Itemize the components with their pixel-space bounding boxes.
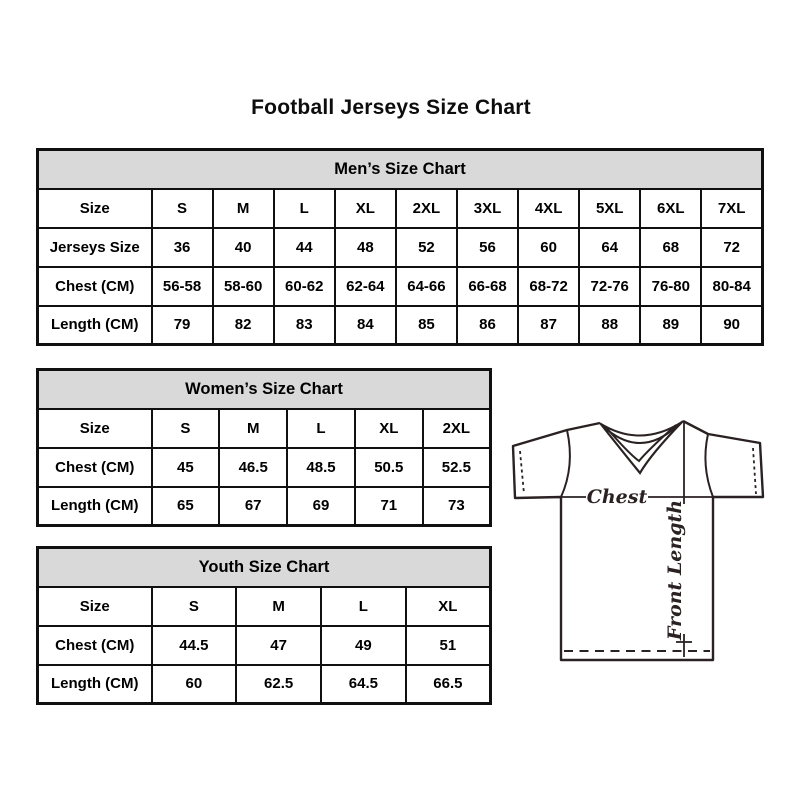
v-neck-collar [600,421,683,473]
women-value-cell: 50.5 [355,448,423,487]
women-value-cell: 45 [152,448,220,487]
men-value-cell: 7XL [701,189,762,228]
jersey-outline-path [513,421,763,660]
left-sleeve-stitch-line [520,451,524,494]
youth-value-cell: 62.5 [236,665,321,704]
men-value-cell: 60 [518,228,579,267]
youth-value-cell: 66.5 [406,665,491,704]
women-value-cell: 46.5 [219,448,287,487]
youth-value-cell: L [321,587,406,626]
youth-value-cell: 51 [406,626,491,665]
men-value-cell: 40 [213,228,274,267]
men-value-cell: 2XL [396,189,457,228]
women-value-cell: S [152,409,220,448]
men-value-cell: 72 [701,228,762,267]
men-value-cell: 44 [274,228,335,267]
men-value-cell: 52 [396,228,457,267]
youth-value-cell: 60 [152,665,237,704]
youth-table-title: Youth Size Chart [38,548,491,587]
men-value-cell: 4XL [518,189,579,228]
youth-size-chart-section [36,546,492,705]
jersey-measurement-diagram [498,398,783,683]
youth-value-cell: 44.5 [152,626,237,665]
men-value-cell: 85 [396,306,457,345]
men-value-cell: 3XL [457,189,518,228]
women-value-cell: 2XL [423,409,491,448]
men-value-cell: XL [335,189,396,228]
men-value-cell: 82 [213,306,274,345]
youth-value-cell: 49 [321,626,406,665]
women-row-header: Size [38,409,152,448]
men-value-cell: 48 [335,228,396,267]
mens-size-table [36,148,764,346]
men-value-cell: 36 [152,228,213,267]
men-value-cell: S [152,189,213,228]
men-value-cell: 66-68 [457,267,518,306]
women-value-cell: 69 [287,487,355,526]
men-value-cell: 87 [518,306,579,345]
men-value-cell: 68 [640,228,701,267]
womens-size-chart-section [36,368,492,527]
women-value-cell: XL [355,409,423,448]
men-value-cell: L [274,189,335,228]
women-value-cell: 52.5 [423,448,491,487]
men-value-cell: 6XL [640,189,701,228]
youth-value-cell: M [236,587,321,626]
mens-size-chart-section [36,148,764,346]
men-value-cell: 79 [152,306,213,345]
women-value-cell: L [287,409,355,448]
right-armhole-seam [705,434,713,497]
youth-row-header: Size [38,587,152,626]
front-length-label: Front Length [664,499,686,641]
men-value-cell: 83 [274,306,335,345]
women-value-cell: 48.5 [287,448,355,487]
women-value-cell: 71 [355,487,423,526]
chest-label: Chest [586,486,648,508]
men-value-cell: M [213,189,274,228]
men-value-cell: 76-80 [640,267,701,306]
men-value-cell: 60-62 [274,267,335,306]
men-row-header: Chest (CM) [38,267,152,306]
men-value-cell: 5XL [579,189,640,228]
women-row-header: Chest (CM) [38,448,152,487]
men-value-cell: 72-76 [579,267,640,306]
men-value-cell: 84 [335,306,396,345]
youth-row-header: Chest (CM) [38,626,152,665]
men-value-cell: 88 [579,306,640,345]
youth-value-cell: 64.5 [321,665,406,704]
youth-value-cell: XL [406,587,491,626]
women-table-title: Women’s Size Chart [38,370,491,409]
men-table-title: Men’s Size Chart [38,150,763,189]
men-row-header: Jerseys Size [38,228,152,267]
men-row-header: Size [38,189,152,228]
women-value-cell: 67 [219,487,287,526]
youth-value-cell: 47 [236,626,321,665]
women-value-cell: 73 [423,487,491,526]
men-value-cell: 62-64 [335,267,396,306]
men-value-cell: 56-58 [152,267,213,306]
men-value-cell: 86 [457,306,518,345]
men-value-cell: 68-72 [518,267,579,306]
men-value-cell: 89 [640,306,701,345]
left-armhole-seam [561,430,570,497]
men-row-header: Length (CM) [38,306,152,345]
youth-value-cell: S [152,587,237,626]
page-title: Football Jerseys Size Chart [251,96,531,119]
youth-size-table [36,546,492,705]
men-value-cell: 56 [457,228,518,267]
women-value-cell: M [219,409,287,448]
womens-size-table [36,368,492,527]
men-value-cell: 90 [701,306,762,345]
women-row-header: Length (CM) [38,487,152,526]
men-value-cell: 58-60 [213,267,274,306]
youth-row-header: Length (CM) [38,665,152,704]
women-value-cell: 65 [152,487,220,526]
men-value-cell: 64-66 [396,267,457,306]
men-value-cell: 80-84 [701,267,762,306]
right-sleeve-stitch-line [753,448,756,494]
men-value-cell: 64 [579,228,640,267]
